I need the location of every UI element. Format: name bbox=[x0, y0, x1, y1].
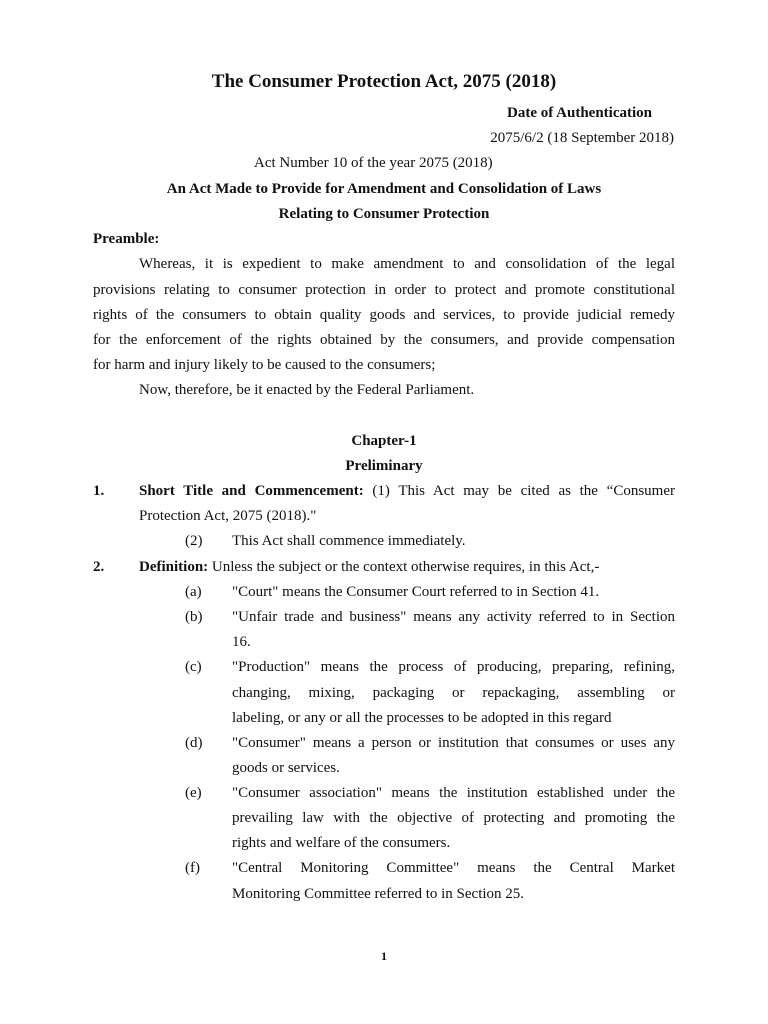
page-number: 1 bbox=[381, 949, 387, 963]
definition-line: "Consumer association" means the institution established under the bbox=[232, 785, 675, 801]
definition-line: "Production" means the process of producing, preparing, refining, bbox=[232, 659, 675, 675]
section-number: 2. bbox=[93, 559, 105, 575]
preamble-heading: Preamble: bbox=[93, 231, 160, 247]
section-1-line bbox=[139, 481, 675, 501]
definition-line: goods or services. bbox=[232, 760, 340, 776]
subsection-number: (2) bbox=[185, 533, 203, 549]
definition-line: "Unfair trade and business" means any activity referred to in Section bbox=[232, 609, 675, 625]
enactment-clause: Now, therefore, be it enacted by the Federal Parliament. bbox=[139, 382, 475, 398]
section-text: Unless the subject or the context otherwise requires, in this Act,- bbox=[208, 559, 600, 575]
definition-line: 16. bbox=[232, 634, 251, 650]
definition-line: "Central Monitoring Committee" means the Central Market bbox=[232, 860, 675, 876]
act-number: Act Number 10 of the year 2075 (2018) bbox=[254, 155, 493, 171]
section-heading: Definition: bbox=[139, 559, 209, 575]
section-text: (1) This Act may be cited as the “Consumer bbox=[363, 483, 675, 499]
definition-line: "Court" means the Consumer Court referred to in Section 41. bbox=[232, 584, 600, 600]
subsection-text: This Act shall commence immediately. bbox=[232, 533, 466, 549]
authentication-label: Date of Authentication bbox=[507, 105, 652, 121]
preamble-line: for the enforcement of the rights obtained by the consumers, and provide compensation bbox=[93, 332, 675, 348]
definition-label: (f) bbox=[185, 860, 200, 876]
section-2-line bbox=[139, 557, 599, 577]
chapter-title: Preliminary bbox=[345, 458, 423, 474]
definition-line: rights and welfare of the consumers. bbox=[232, 835, 451, 851]
subtitle-line-2: Relating to Consumer Protection bbox=[278, 206, 490, 222]
definition-label: (c) bbox=[185, 659, 202, 675]
section-1-line: Protection Act, 2075 (2018)." bbox=[139, 508, 317, 524]
authentication-date: 2075/6/2 (18 September 2018) bbox=[490, 130, 674, 146]
section-number: 1. bbox=[93, 483, 105, 499]
preamble-line: Whereas, it is expedient to make amendment to and consolidation of the legal bbox=[139, 256, 675, 272]
definition-line: prevailing law with the objective of protecting and promoting the bbox=[232, 810, 675, 826]
preamble-line: for harm and injury likely to be caused to the consumers; bbox=[93, 357, 436, 373]
preamble-line: rights of the consumers to obtain quality goods and services, to provide judicial remedy bbox=[93, 307, 675, 323]
definition-label: (e) bbox=[185, 785, 202, 801]
definition-label: (d) bbox=[185, 735, 203, 751]
preamble-line: provisions relating to consumer protection in order to protect and promote constitutional bbox=[93, 282, 675, 298]
definition-line: Monitoring Committee referred to in Section 25. bbox=[232, 886, 525, 902]
definition-line: "Consumer" means a person or institution that consumes or uses any bbox=[232, 735, 675, 751]
definition-label: (a) bbox=[185, 584, 202, 600]
definition-line: changing, mixing, packaging or repackaging, assembling or bbox=[232, 685, 675, 701]
chapter-number: Chapter-1 bbox=[351, 433, 417, 449]
definition-label: (b) bbox=[185, 609, 203, 625]
definition-line: labeling, or any or all the processes to be adopted in this regard bbox=[232, 710, 612, 726]
subtitle-line-1: An Act Made to Provide for Amendment and Consolidation of Laws bbox=[166, 181, 602, 197]
section-heading: Short Title and Commencement: bbox=[139, 483, 364, 499]
document-title: The Consumer Protection Act, 2075 (2018) bbox=[211, 71, 557, 92]
